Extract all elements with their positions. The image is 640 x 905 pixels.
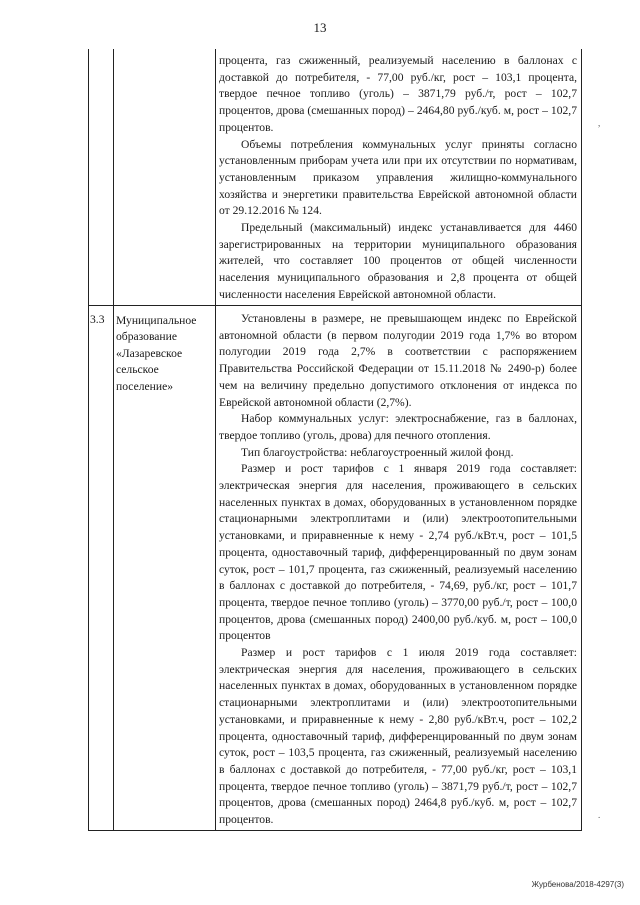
prev-paragraph-1: процента, газ сжиженный, реализуемый населению в баллонах с доставкой до потребителя, - 77,00 руб./кг, рост – 103,1 процента, твердое печное топливо (уголь) – 3871,79 руб./т, рост – 102,7 процентов, дрова (смешанных пород) – 2464,80 руб./куб. м, рост – 102,7 процентов. <box>219 54 577 134</box>
row-divider <box>88 305 582 306</box>
column-divider-2 <box>215 49 216 831</box>
table-border-left <box>88 49 89 831</box>
scan-mark: , <box>598 118 601 128</box>
scan-mark-2: . <box>598 810 601 820</box>
page-number: 13 <box>313 20 327 35</box>
row-paragraph-2: Набор коммунальных услуг: электроснабжение, газ в баллонах, твердое топливо (уголь, дрова) для печного отопления. <box>219 412 577 442</box>
document-code: Журбенова/2018-4297(3) <box>531 880 624 889</box>
document-table <box>88 49 582 831</box>
row-paragraph-5: Размер и рост тарифов с 1 июля 2019 года составляет: электрическая энергия для населения, проживающего в сельских населенных пунктах в домах, оборудованных в установленном порядке стационарными электроплитами и (или) электроотопительными установками, и приравненные к нему - 2,80 руб./кВт.ч, рост – 102,2 процента, одноставочный тариф, дифференцированный по двум зонам суток, рост – 103,5 процента, газ сжиженный, реализуемый населению в баллонах с доставкой до потребителя, - 77,00 руб./кг, рост – 103,1 процента, твердое печное топливо (уголь) – 3871,79 руб./т, рост – 102,7 процентов, дрова (смешанных пород) 2464,8 руб./куб. м, рост – 102,7 процентов. <box>219 646 577 827</box>
row-paragraph-3: Тип благоустройства: неблагоустроенный жилой фонд. <box>241 445 514 459</box>
municipality-name: Муниципальное образование «Лазаревское сельское поселение» <box>116 314 197 393</box>
prev-section-text <box>219 53 577 304</box>
table-border-bottom <box>88 830 582 831</box>
row-3-3-text <box>219 311 577 829</box>
row-number: 3.3 <box>90 313 105 326</box>
row-paragraph-4: Размер и рост тарифов с 1 января 2019 года составляет: электрическая энергия для населения, проживающего в сельских населенных пунктах в домах, оборудованных в установленном порядке стационарными электроплитами и (или) электроотопительными установками, и приравненные к нему - 2,74 руб./кВт.ч, рост – 101,5 процента, одноставочный тариф, дифференцированный по двум зонам суток, рост – 101,7 процента, газ сжиженный, реализуемый населению в баллонах с доставкой до потребителя, - 74,69, руб./кг, рост – 101,7 процента, твердое печное топливо (уголь) – 3770,00 руб./т, рост – 100,0 процентов, дрова (смешанных пород) 2400,00 руб./куб. м, рост – 100,0 процентов <box>219 462 577 643</box>
column-divider-1 <box>113 49 114 831</box>
prev-paragraph-3: Предельный (максимальный) индекс устанавливается для 4460 зарегистрированных на территории муниципального образования жителей, что составляет 100 процентов от общей численности населения муниципального образования и 2,8 процента от общей численности населения Еврейской автономной области. <box>219 221 577 301</box>
table-border-right <box>581 49 582 831</box>
row-paragraph-1: Установлены в размере, не превышающем индекс по Еврейской автономной области (в первом полугодии 2019 года 1,7% во втором полугодии 2019 года 2,7% в соответствии с распоряжением Правительства Российской Федерации от 15.11.2018 № 2490-р) более чем на величину предельно допустимого отклонения от индекса по Еврейской автономной области (2,7%). <box>219 312 577 409</box>
prev-paragraph-2: Объемы потребления коммунальных услуг приняты согласно установленным приборам учета или при их отсутствии по нормативам, установленным приказом управления жилищно-коммунального хозяйства и энергетики правительства Еврейской автономной области от 29.12.2016 № 124. <box>219 137 577 218</box>
